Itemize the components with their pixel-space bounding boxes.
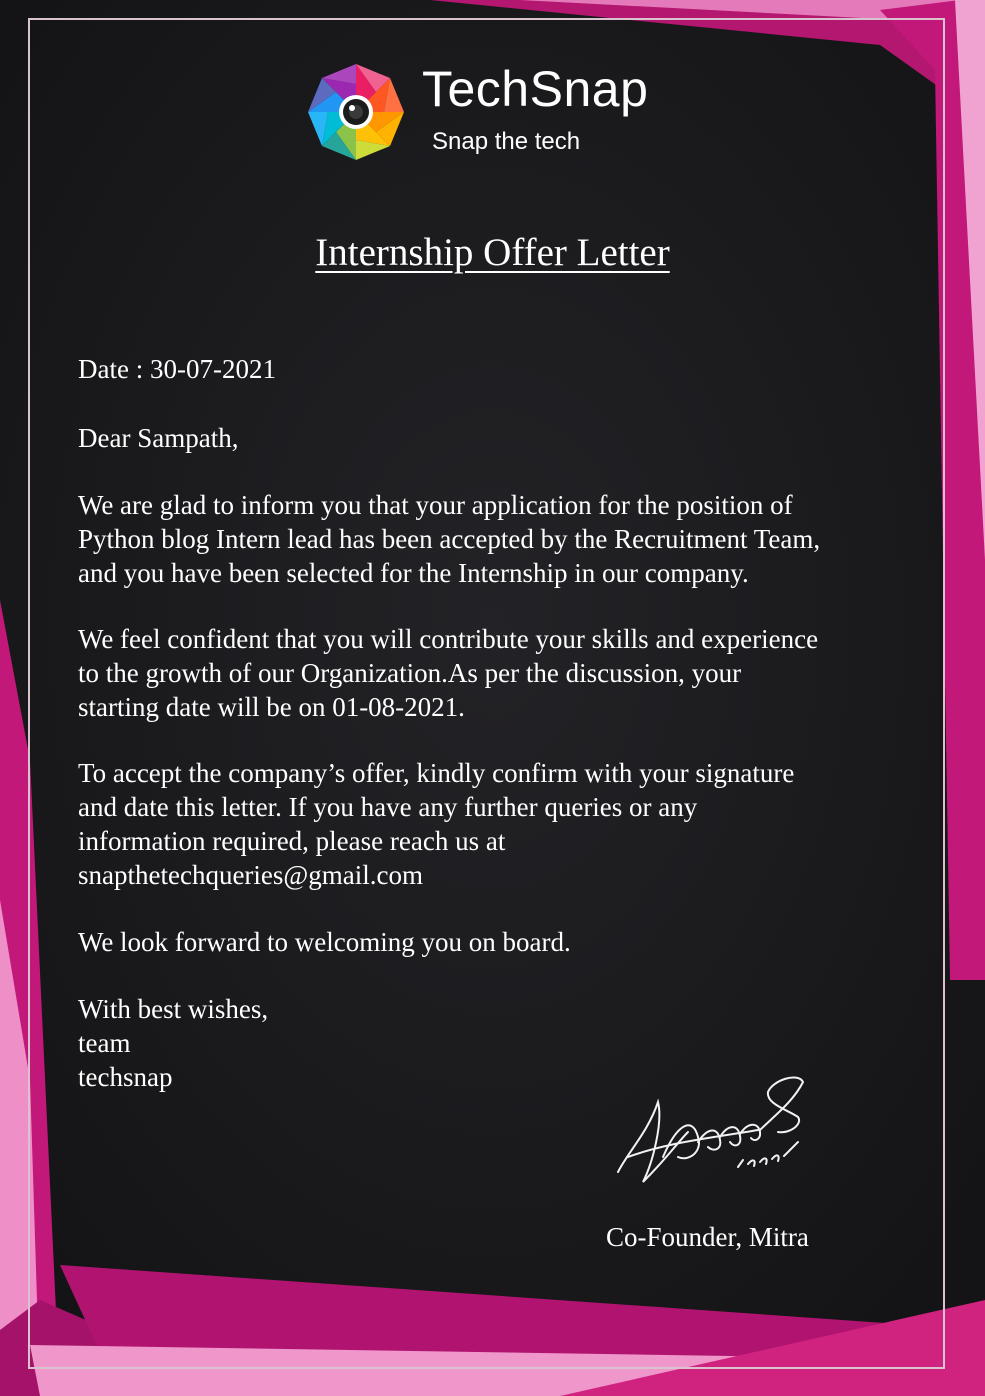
paragraph-2-line-2: to the growth of our Organization.As per the discussion, your — [78, 658, 742, 688]
closing-line-2: team — [78, 1028, 131, 1058]
camera-aperture-logo-icon — [306, 62, 406, 162]
paragraph-1-line-1: We are glad to inform you that your application for the position of — [78, 490, 793, 520]
paragraph-1-line-3: and you have been selected for the Internship in our company. — [78, 558, 749, 588]
brand-tagline: Snap the tech — [432, 128, 581, 155]
handwritten-signature — [608, 1062, 818, 1202]
paragraph-2-line-3: starting date will be on 01-08-2021. — [78, 692, 465, 722]
contact-email: snapthetechqueries@gmail.com — [78, 860, 424, 890]
closing-line-3: techsnap — [78, 1062, 173, 1092]
paragraph-3-line-2: and date this letter. If you have any further queries or any — [78, 792, 698, 822]
closing-line-1: With best wishes, — [78, 994, 269, 1024]
paragraph-1-line-2: Python blog Intern lead has been accepted by the Recruitment Team, — [78, 524, 821, 554]
date-line: Date : 30-07-2021 — [78, 354, 276, 384]
paragraph-3-line-1: To accept the company’s offer, kindly confirm with your signature — [78, 758, 795, 788]
brand-name: TechSnap — [422, 61, 649, 117]
paragraph-4: We look forward to welcoming you on board. — [78, 927, 571, 957]
paragraph-3-line-3: information required, please reach us at — [78, 826, 506, 856]
paragraph-2-line-1: We feel confident that you will contribute your skills and experience — [78, 624, 819, 654]
salutation: Dear Sampath, — [78, 423, 239, 453]
signer-title: Co-Founder, Mitra — [606, 1222, 809, 1252]
letter-title: Internship Offer Letter — [315, 231, 670, 274]
